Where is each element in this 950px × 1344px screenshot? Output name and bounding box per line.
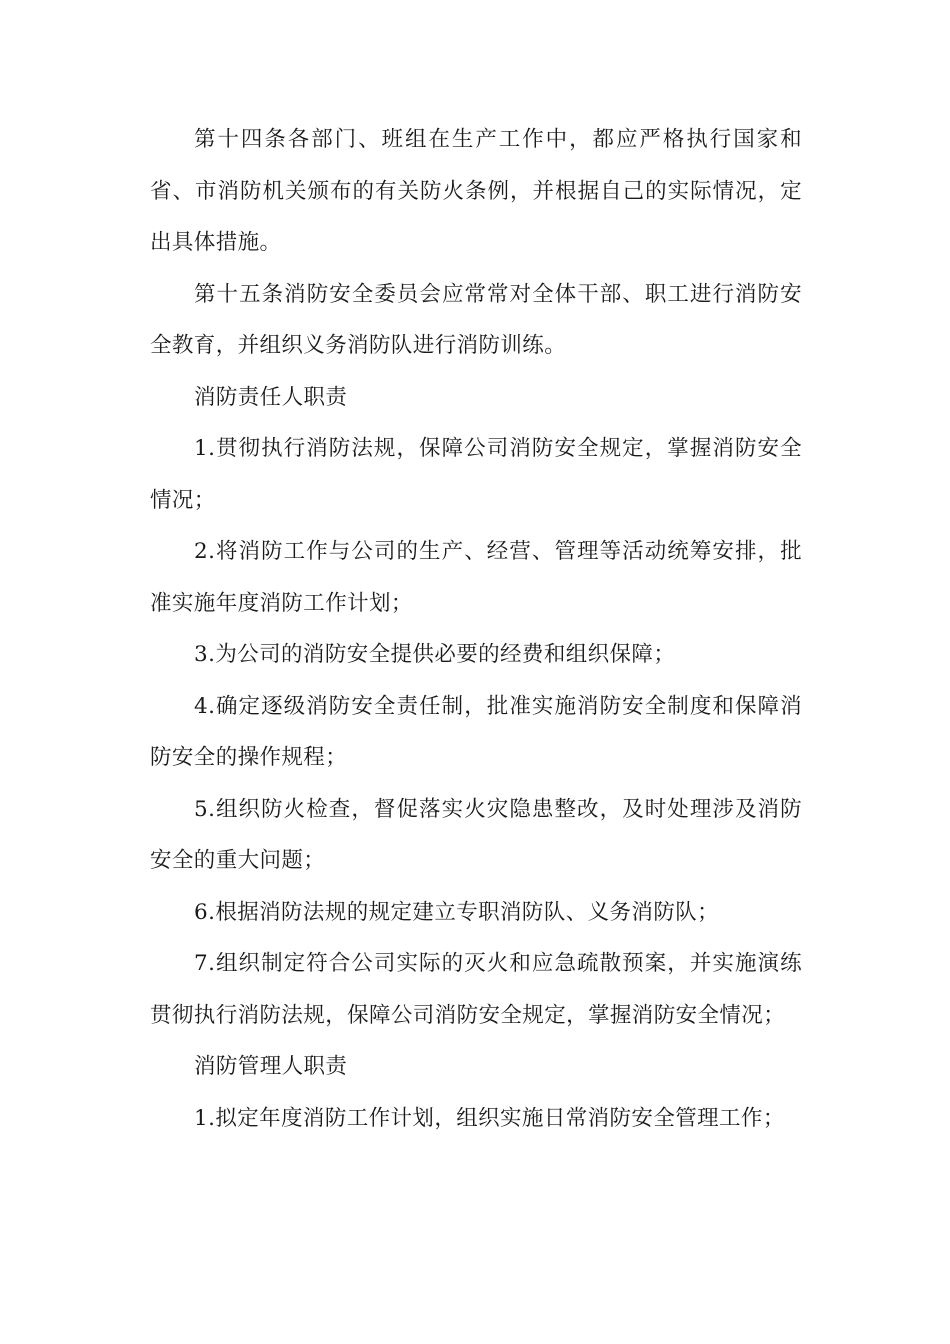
- section-heading-fire-responsible-person: 消防责任人职责: [194, 384, 348, 410]
- list-item: 7.组织制定符合公司实际的灭火和应急疏散预案，并实施演练贯彻执行消防法规，保障公司消防安全规定，掌握消防安全情况；: [150, 951, 802, 1028]
- list-item: 4.确定逐级消防安全责任制，批准实施消防安全制度和保障消防安全的操作规程；: [150, 693, 802, 770]
- list-item: 1.贯彻执行消防法规，保障公司消防安全规定，掌握消防安全情况；: [150, 436, 802, 513]
- list-item: 6.根据消防法规的规定建立专职消防队、义务消防队；: [194, 899, 720, 925]
- paragraph-article-15: 第十五条消防安全委员会应常常对全体干部、职工进行消防安全教育，并组织义务消防队进行消防训练。: [150, 281, 802, 358]
- section-heading-fire-manager: 消防管理人职责: [194, 1054, 348, 1079]
- list-item: 3.为公司的消防安全提供必要的经费和组织保障；: [194, 642, 676, 667]
- list-item: 1.拟定年度消防工作计划，组织实施日常消防安全管理工作；: [194, 1105, 785, 1131]
- document-body: [150, 114, 802, 1144]
- paragraph-article-14: 第十四条各部门、班组在生产工作中，都应严格执行国家和省、市消防机关颁布的有关防火条例，并根据自己的实际情况，定出具体措施。: [150, 127, 802, 255]
- list-item: 2.将消防工作与公司的生产、经营、管理等活动统筹安排，批准实施年度消防工作计划；: [150, 539, 802, 616]
- list-item: 5.组织防火检查，督促落实火灾隐患整改，及时处理涉及消防安全的重大问题；: [150, 796, 802, 873]
